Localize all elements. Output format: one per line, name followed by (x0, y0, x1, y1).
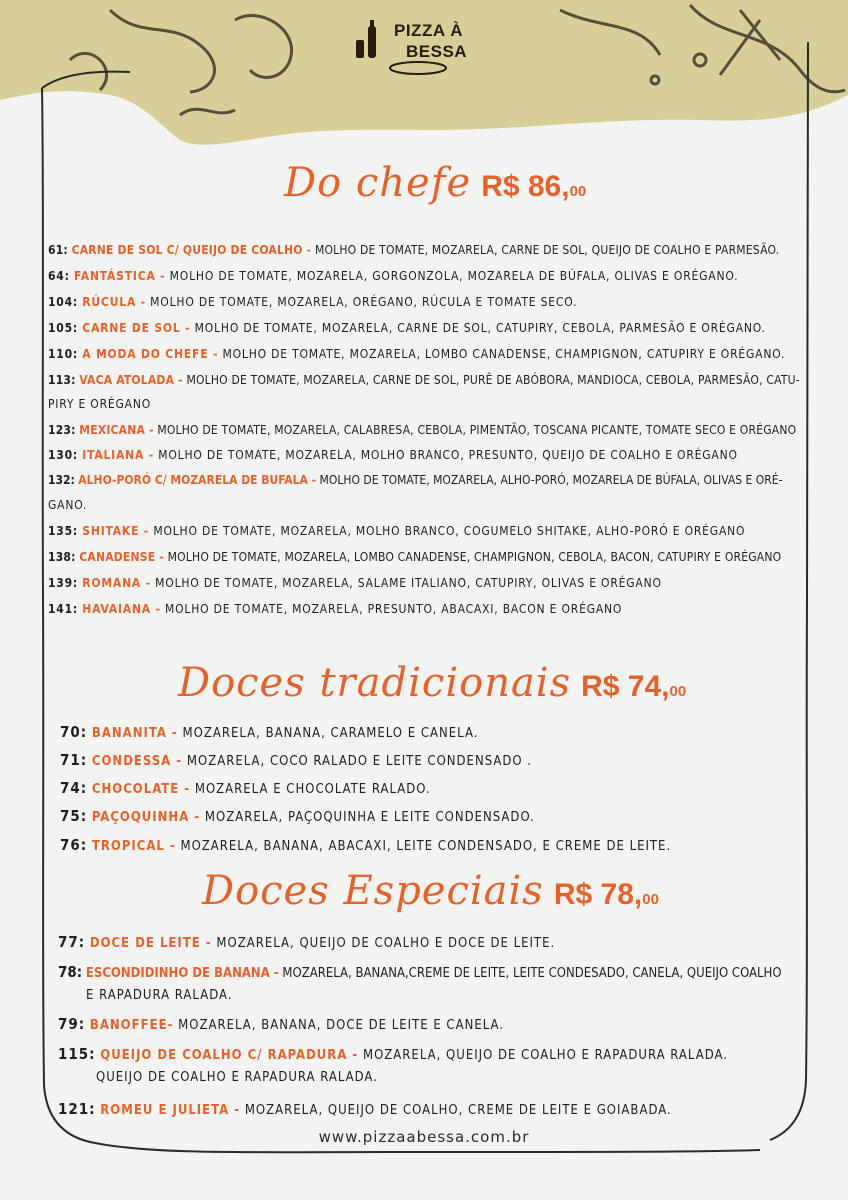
menu-item (48, 346, 785, 362)
item-description: MOLHO DE TOMATE, MOZARELA, CARNE DE SOL, QUEIJO DE COALHO E PARMESÃO. (314, 243, 780, 257)
item-description: MOLHO DE TOMATE, MOZARELA, ALHO-PORÓ, MOZARELA DE BÚFALA, OLIVAS E ORÉ- (319, 473, 783, 487)
menu-item (58, 1101, 672, 1119)
item-number: 130: (48, 448, 79, 462)
item-number: 113: (48, 373, 76, 387)
section-title-doces-tradicionais (178, 660, 686, 706)
menu-item (48, 472, 782, 488)
item-name: ROMANA - (82, 576, 151, 590)
item-name: MEXICANA - (79, 423, 154, 437)
section-name: Do chefe (284, 160, 472, 206)
item-description: MOLHO DE TOMATE, MOZARELA, LOMBO CANADENSE, CHAMPIGNON, CEBOLA, BACON, CATUPIRY E ORÉGANO (167, 550, 782, 564)
item-description: MOLHO DE TOMATE, MOZARELA, ORÉGANO, RÚCULA E TOMATE SECO. (150, 295, 578, 309)
item-description-cont: GANO. (48, 498, 88, 512)
item-name: A MODA DO CHEFE - (82, 347, 219, 361)
item-number: 74: (60, 779, 88, 797)
item-number: 78: (58, 963, 83, 981)
menu-item (58, 964, 782, 982)
item-name: PAÇOQUINHA - (91, 810, 201, 825)
item-description: MOZARELA, QUEIJO DE COALHO, CREME DE LEITE E GOIABADA. (244, 1103, 672, 1118)
brand-line-1: PIZZA À (394, 21, 463, 40)
section-price-cents: 00 (669, 683, 687, 700)
item-name: QUEIJO DE COALHO C/ RAPADURA - (100, 1048, 359, 1063)
item-number: 121: (58, 1100, 96, 1118)
menu-item (48, 575, 662, 591)
menu-item (48, 447, 738, 463)
item-name: SHITAKE - (82, 524, 150, 538)
item-number: 64: (48, 269, 70, 283)
menu-item (48, 549, 781, 565)
menu-item-continuation (96, 1070, 378, 1086)
item-name: CHOCOLATE - (91, 782, 191, 797)
menu-item-continuation (86, 988, 232, 1004)
menu-item (58, 1016, 504, 1034)
item-description: MOZARELA, BANANA, CARAMELO E CANELA. (182, 726, 479, 741)
item-number: 123: (48, 423, 76, 437)
item-description: MOZARELA, BANANA, DOCE DE LEITE E CANELA. (178, 1018, 505, 1033)
section-price-cents: 00 (642, 891, 659, 908)
brand-line-2: BESSA (406, 42, 468, 61)
item-number: 104: (48, 295, 79, 309)
item-number: 75: (60, 807, 88, 825)
item-number: 61: (48, 243, 68, 257)
item-description: MOZARELA, QUEIJO DE COALHO E DOCE DE LEITE. (216, 936, 556, 951)
item-name: BANOFFEE- (89, 1018, 174, 1033)
item-description: MOZARELA, BANANA, ABACAXI, LEITE CONDENSADO, E CREME DE LEITE. (180, 839, 672, 854)
section-title-doces-especiais (202, 868, 659, 914)
menu-item (48, 601, 622, 617)
item-name: HAVAIANA - (82, 602, 161, 616)
menu-item (48, 242, 779, 258)
item-description-cont: E RAPADURA RALADA. (86, 988, 233, 1003)
item-description-cont: QUEIJO DE COALHO E RAPADURA RALADA. (96, 1070, 378, 1085)
menu-item (60, 752, 532, 770)
item-description: MOLHO DE TOMATE, MOZARELA, CARNE DE SOL, PURÊ DE ABÓBORA, MANDIOCA, CEBOLA, PARMESÃO, CATU- (186, 373, 800, 387)
item-description: MOZARELA, COCO RALADO E LEITE CONDENSADO . (186, 754, 532, 769)
menu-item (60, 780, 431, 798)
item-name: RÚCULA - (82, 295, 146, 309)
item-description: MOZARELA, QUEIJO DE COALHO E RAPADURA RALADA. (363, 1048, 728, 1063)
item-description: MOLHO DE TOMATE, MOZARELA, LOMBO CANADENSE, CHAMPIGNON, CATUPIRY E ORÉGANO. (222, 347, 786, 361)
item-name: VACA ATOLADA - (79, 373, 183, 387)
item-number: 138: (48, 550, 76, 564)
item-name: ALHO-PORÓ C/ MOZARELA DE BUFALA - (78, 473, 317, 487)
item-name: ITALIANA - (82, 448, 154, 462)
item-description: MOLHO DE TOMATE, MOZARELA, GORGONZOLA, MOZARELA DE BÚFALA, OLIVAS E ORÉGANO. (169, 269, 739, 283)
item-name: FANTÁSTICA - (73, 269, 166, 283)
item-description: MOZARELA, PAÇOQUINHA E LEITE CONDENSADO. (204, 810, 535, 825)
item-name: TROPICAL - (91, 839, 176, 854)
section-title-do-chefe (284, 160, 586, 206)
section-price-cents: 00 (569, 183, 587, 200)
menu-item (48, 422, 796, 438)
section-name: Doces Especiais (202, 868, 544, 914)
item-name: CARNE DE SOL C/ QUEIJO DE COALHO - (71, 243, 312, 257)
item-number: 141: (48, 602, 79, 616)
item-number: 110: (48, 347, 79, 361)
menu-item (58, 1046, 728, 1064)
item-name: CONDESSA - (91, 754, 183, 769)
menu-item-continuation (48, 396, 151, 412)
menu-item (60, 837, 671, 855)
item-name: ESCONDIDINHO DE BANANA - (85, 966, 279, 981)
item-description: MOLHO DE TOMATE, MOZARELA, SALAME ITALIANO, CATUPIRY, OLIVAS E ORÉGANO (155, 576, 662, 590)
item-name: CANADENSE - (79, 550, 164, 564)
section-price: R$ 74, (581, 670, 670, 703)
item-description: MOLHO DE TOMATE, MOZARELA, CARNE DE SOL, CATUPIRY, CEBOLA, PARMESÃO E ORÉGANO. (194, 321, 766, 335)
item-description: MOLHO DE TOMATE, MOZARELA, MOLHO BRANCO, COGUMELO SHITAKE, ALHO-PORÓ E ORÉGANO (153, 524, 746, 538)
item-name: BANANITA - (91, 726, 178, 741)
item-name: CARNE DE SOL - (82, 321, 191, 335)
item-number: 105: (48, 321, 79, 335)
section-price: R$ 78, (553, 878, 643, 911)
item-description: MOZARELA E CHOCOLATE RALADO. (194, 782, 431, 797)
website-link[interactable]: www.pizzaabessa.com.br (318, 1128, 530, 1146)
menu-item (48, 268, 738, 284)
item-number: 70: (60, 723, 88, 741)
item-description: MOLHO DE TOMATE, MOZARELA, CALABRESA, CEBOLA, PIMENTÃO, TOSCANA PICANTE, TOMATE SECO E ORÉGANO (157, 423, 797, 437)
section-price: R$ 86, (481, 170, 570, 203)
item-description: MOLHO DE TOMATE, MOZARELA, PRESUNTO, ABACAXI, BACON E ORÉGANO (165, 602, 623, 616)
item-description: MOLHO DE TOMATE, MOZARELA, MOLHO BRANCO, PRESUNTO, QUEIJO DE COALHO E ORÉGANO (158, 448, 738, 462)
item-description: MOZARELA, BANANA,CREME DE LEITE, LEITE CONDESADO, CANELA, QUEIJO COALHO (282, 966, 782, 981)
item-number: 135: (48, 524, 79, 538)
item-name: DOCE DE LEITE - (89, 936, 212, 951)
section-name: Doces tradicionais (178, 660, 572, 706)
item-number: 79: (58, 1015, 86, 1033)
item-number: 139: (48, 576, 79, 590)
item-number: 76: (60, 836, 88, 854)
menu-item (48, 294, 577, 310)
menu-item (48, 320, 766, 336)
menu-item (60, 724, 478, 742)
item-number: 77: (58, 933, 86, 951)
brand-name (394, 20, 467, 62)
item-description-cont: PIRY E ORÉGANO (48, 397, 152, 411)
menu-item (48, 372, 800, 388)
item-number: 132: (48, 473, 75, 487)
item-number: 115: (58, 1045, 96, 1063)
item-number: 71: (60, 751, 88, 769)
item-name: ROMEU E JULIETA - (100, 1103, 241, 1118)
menu-item (58, 934, 555, 952)
menu-item (60, 808, 535, 826)
menu-item (48, 523, 745, 539)
menu-item-continuation (48, 497, 87, 513)
